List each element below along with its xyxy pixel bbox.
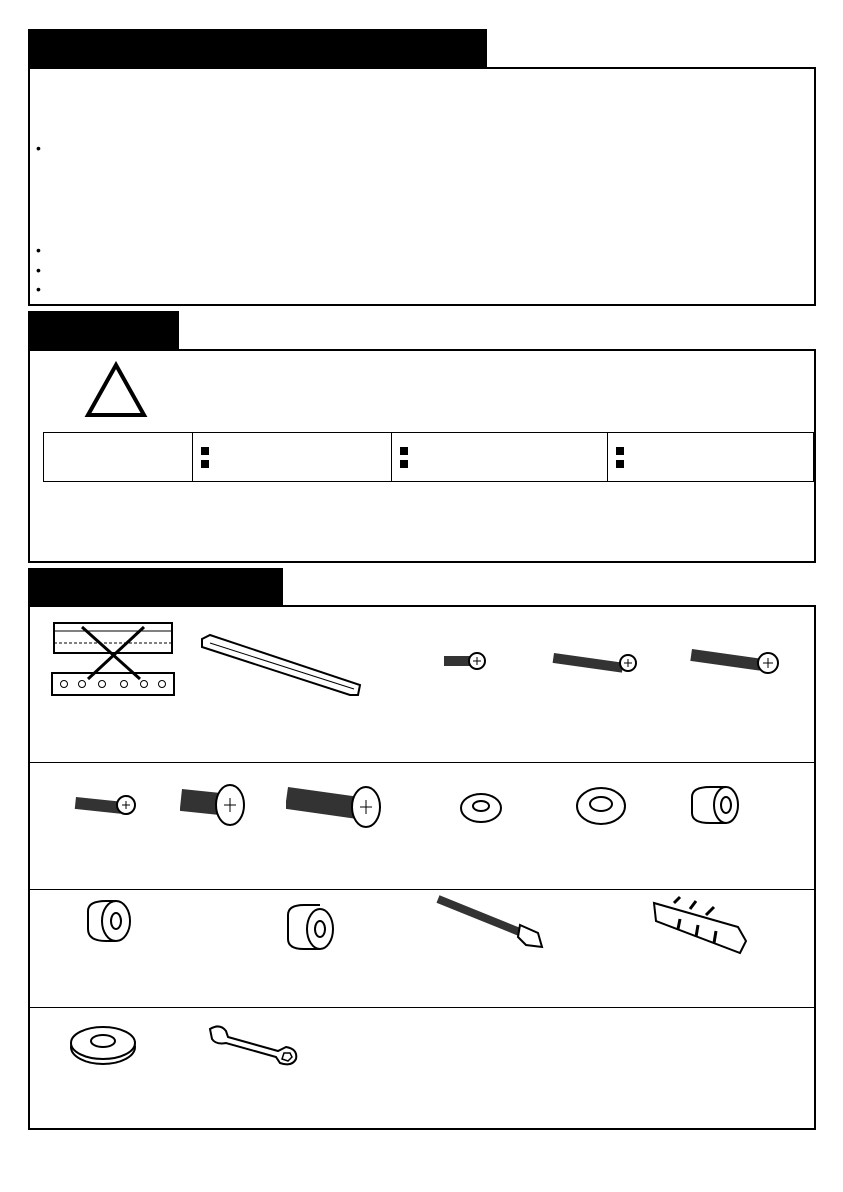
long-screw-icon	[552, 645, 638, 675]
checkbox-square	[616, 460, 624, 468]
row-divider	[30, 762, 814, 763]
checkbox-square	[201, 447, 209, 455]
lag-bolt-icon	[434, 893, 550, 955]
safety-table-cell-1	[193, 433, 392, 482]
installation-header	[28, 29, 487, 67]
checkbox-square	[400, 447, 408, 455]
wall-plate-arms-icon	[48, 619, 178, 701]
large-washer-icon	[68, 1023, 138, 1067]
safety-table-cell-2	[392, 433, 608, 482]
washer-large-icon	[574, 785, 628, 827]
parts-header	[28, 568, 283, 606]
wrench-icon	[206, 1023, 302, 1067]
safety-table-cell-3	[608, 433, 814, 482]
checkbox-square	[201, 460, 209, 468]
screw-m8-long-icon	[286, 779, 386, 829]
spacer-tube-icon	[282, 901, 338, 953]
screw-m6-icon	[74, 789, 138, 819]
bullet-4: •	[36, 281, 41, 297]
safety-table	[43, 432, 814, 482]
wall-anchor-icon	[650, 895, 760, 957]
installation-box	[28, 67, 816, 306]
short-screw-icon	[442, 649, 486, 673]
parts-box	[28, 605, 816, 1130]
checkbox-square	[400, 460, 408, 468]
safety-header	[28, 311, 179, 349]
bullet-3: •	[36, 262, 41, 278]
spacer-icon	[686, 783, 742, 827]
safety-table-cell-label	[44, 433, 193, 482]
washer-small-icon	[458, 791, 504, 825]
warning-triangle-icon	[84, 361, 148, 419]
bullet-1: •	[36, 140, 41, 156]
row-divider	[30, 1007, 814, 1008]
safety-box	[28, 349, 816, 563]
row-divider	[30, 889, 814, 890]
screw-m8-icon	[180, 779, 248, 829]
bullet-2: •	[36, 242, 41, 258]
checkbox-square	[616, 447, 624, 455]
long-screw-2-icon	[690, 643, 780, 677]
spacer-round-icon	[80, 897, 134, 945]
tv-rail-icon	[198, 629, 366, 699]
